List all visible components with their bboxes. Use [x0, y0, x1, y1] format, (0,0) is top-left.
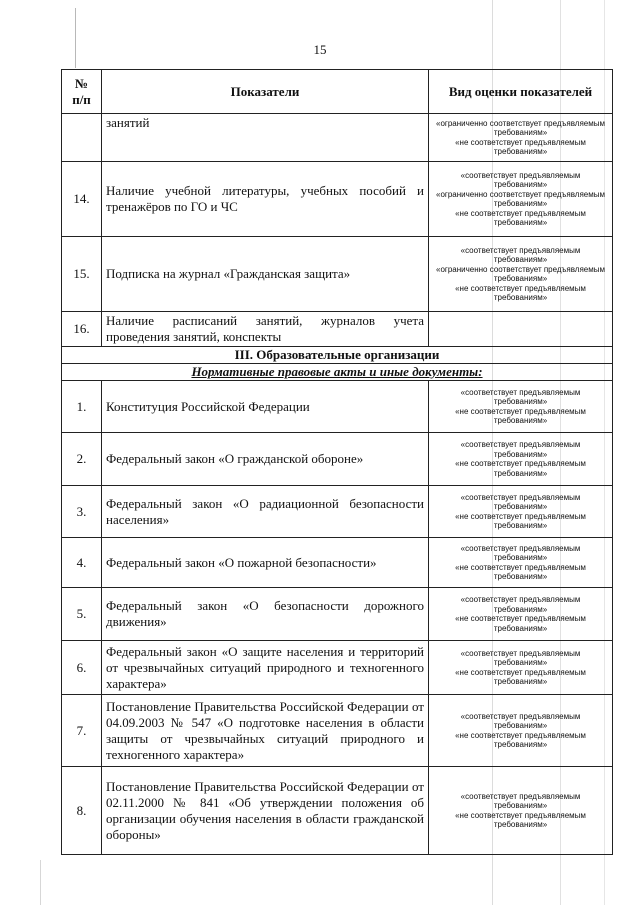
- eval-option: «не соответствует предъявляемым требованиям»: [455, 562, 586, 581]
- eval-option: «соответствует предъявляемым требованиям»: [460, 543, 581, 562]
- table-row: [62, 433, 613, 486]
- eval-option: «ограниченно соответствует предъявляемым требованиям»: [436, 118, 605, 137]
- table-row: [62, 695, 613, 767]
- row-eval: [429, 433, 613, 486]
- row-indicator: Федеральный закон «О гражданской обороне»: [102, 433, 429, 486]
- table-row: [62, 767, 613, 855]
- eval-option: «не соответствует предъявляемым требованиям»: [455, 406, 586, 425]
- row-indicator: Федеральный закон «О безопасности дорожного движения»: [102, 588, 429, 641]
- row-indicator: Конституция Российской Федерации: [102, 381, 429, 433]
- row-eval: [429, 588, 613, 641]
- row-eval: [429, 486, 613, 538]
- row-number: 7.: [62, 695, 102, 767]
- row-indicator: Постановление Правительства Российской Федерации от 02.11.2000 № 841 «Об утверждении положения об организации обучения населения в области гражданской обороны»: [102, 767, 429, 855]
- subsection-title: Нормативные правовые акты и иные документы:: [62, 364, 613, 381]
- table-row: [62, 641, 613, 695]
- table-row: [62, 114, 613, 162]
- subsection-row: [62, 364, 613, 381]
- table-row: [62, 162, 613, 237]
- eval-option: «соответствует предъявляемым требованиям»: [460, 648, 581, 667]
- row-eval: [429, 641, 613, 695]
- row-number: 6.: [62, 641, 102, 695]
- table-row: [62, 538, 613, 588]
- row-number: 5.: [62, 588, 102, 641]
- row-eval: [429, 767, 613, 855]
- table-row: [62, 588, 613, 641]
- row-number: 14.: [62, 162, 102, 237]
- scan-artifact-line: [40, 860, 41, 905]
- eval-option: «соответствует предъявляемым требованиям»: [460, 791, 581, 810]
- row-eval: [429, 312, 613, 347]
- row-number: 3.: [62, 486, 102, 538]
- eval-option: «не соответствует предъявляемым требованиям»: [455, 137, 586, 156]
- eval-option: «соответствует предъявляемым требованиям»: [460, 711, 581, 730]
- row-number: 8.: [62, 767, 102, 855]
- row-eval: [429, 695, 613, 767]
- table-header-row: [62, 70, 613, 114]
- eval-option: «не соответствует предъявляемым требованиям»: [455, 667, 586, 686]
- header-num: № п/п: [62, 70, 102, 114]
- eval-option: «не соответствует предъявляемым требованиям»: [455, 459, 586, 478]
- eval-option: «соответствует предъявляемым требованиям»: [460, 245, 581, 264]
- row-indicator: занятий: [102, 114, 429, 162]
- row-number: [62, 114, 102, 162]
- eval-option: «ограниченно соответствует предъявляемым требованиям»: [436, 189, 605, 208]
- table-row: [62, 381, 613, 433]
- row-eval: [429, 114, 613, 162]
- page-number: 15: [313, 42, 327, 57]
- header-indicators: Показатели: [102, 70, 429, 114]
- row-number: 16.: [62, 312, 102, 347]
- row-number: 4.: [62, 538, 102, 588]
- table-row: [62, 486, 613, 538]
- eval-option: «не соответствует предъявляемым требованиям»: [455, 810, 586, 829]
- table-row: [62, 312, 613, 347]
- eval-option: «соответствует предъявляемым требованиям»: [460, 595, 581, 614]
- eval-option: «не соответствует предъявляемым требованиям»: [455, 208, 586, 227]
- eval-option: «ограниченно соответствует предъявляемым требованиям»: [436, 264, 605, 283]
- eval-option: «не соответствует предъявляемым требованиям»: [455, 511, 586, 530]
- eval-option: «не соответствует предъявляемым требованиям»: [455, 614, 586, 633]
- table-row: [62, 237, 613, 312]
- row-number: 1.: [62, 381, 102, 433]
- eval-option: «соответствует предъявляемым требованиям»: [460, 440, 581, 459]
- row-number: 15.: [62, 237, 102, 312]
- eval-option: «не соответствует предъявляемым требованиям»: [455, 730, 586, 749]
- indicators-table: [61, 69, 613, 855]
- row-eval: [429, 381, 613, 433]
- row-indicator: Наличие расписаний занятий, журналов учета проведения занятий, конспекты: [102, 312, 429, 347]
- section-row: [62, 347, 613, 364]
- header-eval: Вид оценки показателей: [429, 70, 613, 114]
- section-title: III. Образовательные организации: [62, 347, 613, 364]
- eval-option: «не соответствует предъявляемым требованиям»: [455, 283, 586, 302]
- row-indicator: Наличие учебной литературы, учебных пособий и тренажёров по ГО и ЧС: [102, 162, 429, 237]
- row-number: 2.: [62, 433, 102, 486]
- row-eval: [429, 237, 613, 312]
- eval-option: «соответствует предъявляемым требованиям»: [460, 492, 581, 511]
- eval-option: «соответствует предъявляемым требованиям»: [460, 387, 581, 406]
- row-eval: [429, 538, 613, 588]
- row-eval: [429, 162, 613, 237]
- row-indicator: Федеральный закон «О радиационной безопасности населения»: [102, 486, 429, 538]
- row-indicator: Подписка на журнал «Гражданская защита»: [102, 237, 429, 312]
- scan-artifact-line: [75, 8, 76, 68]
- eval-option: «соответствует предъявляемым требованиям»: [460, 170, 581, 189]
- row-indicator: Постановление Правительства Российской Федерации от 04.09.2003 № 547 «О подготовке населения в области защиты от чрезвычайных ситуаций природного и техногенного характера»: [102, 695, 429, 767]
- row-indicator: Федеральный закон «О защите населения и территорий от чрезвычайных ситуаций природного и техногенного характера»: [102, 641, 429, 695]
- row-indicator: Федеральный закон «О пожарной безопасности»: [102, 538, 429, 588]
